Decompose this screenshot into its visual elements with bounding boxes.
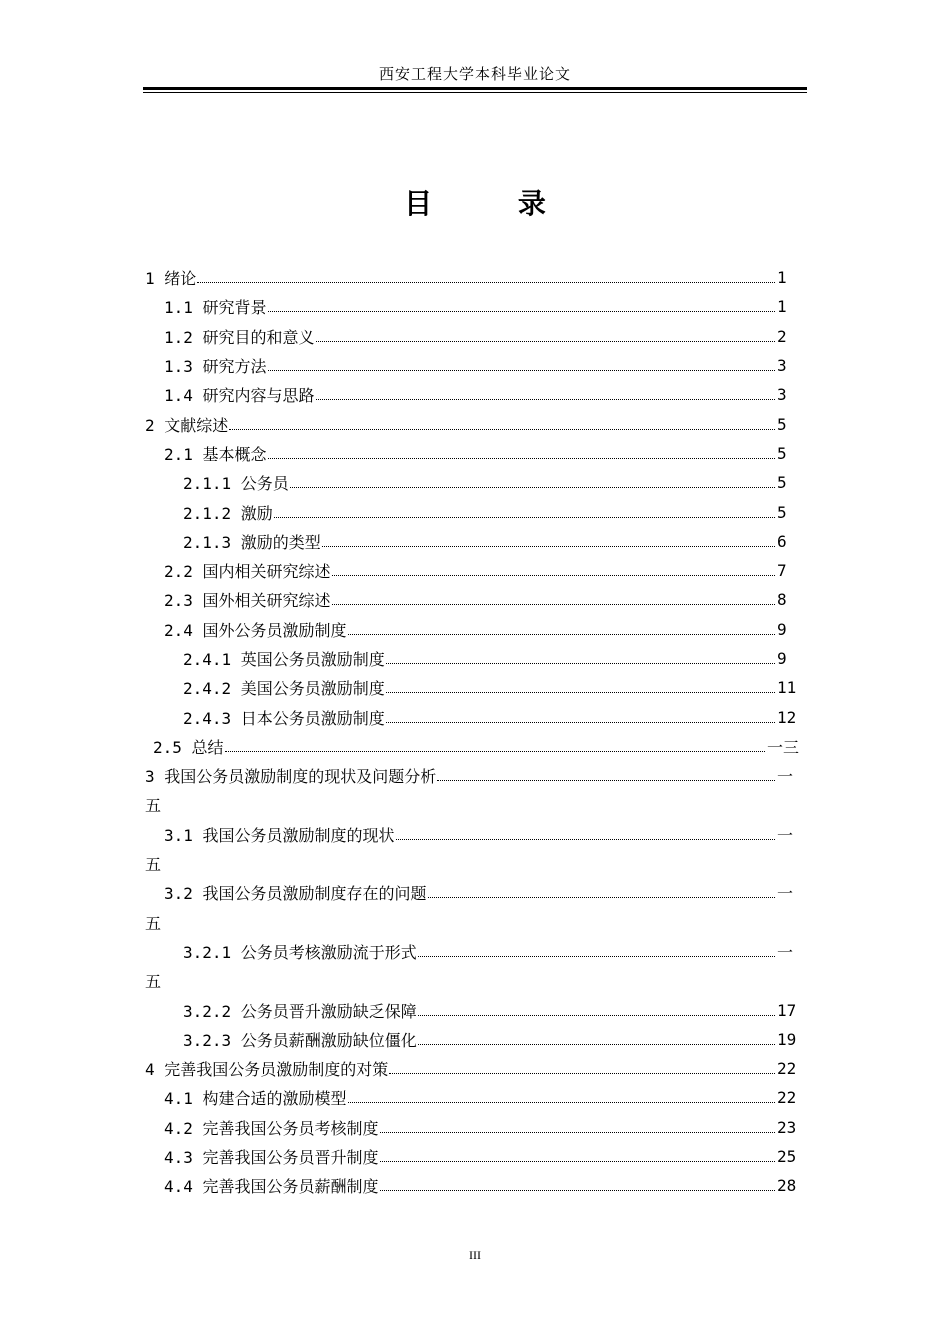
toc-page-number: 17 bbox=[777, 1000, 797, 1020]
toc-page-number: 12 bbox=[777, 707, 797, 727]
toc-page-number: 一 bbox=[777, 884, 794, 904]
toc-title: 目 录 bbox=[404, 187, 584, 220]
toc-leader-dots bbox=[389, 1073, 775, 1074]
toc-page-number: 7 bbox=[777, 561, 787, 581]
header-rule-thin bbox=[143, 92, 807, 93]
toc-page-number: 28 bbox=[777, 1176, 797, 1196]
toc-page-number-continued: 五 bbox=[145, 913, 162, 933]
toc-page-number: 2 bbox=[777, 326, 787, 346]
toc-entry-text: 1.3 研究方法 bbox=[164, 357, 267, 377]
toc-entry-text: 1.4 研究内容与思路 bbox=[164, 386, 315, 406]
toc-entry-text: 2.2 国内相关研究综述 bbox=[164, 562, 331, 582]
toc-page-number: 一 bbox=[777, 767, 794, 787]
toc-leader-dots bbox=[428, 897, 775, 898]
toc-entry-text: 1.1 研究背景 bbox=[164, 298, 267, 318]
toc-entry-text: 1.2 研究目的和意义 bbox=[164, 327, 315, 347]
toc-leader-dots bbox=[437, 780, 775, 781]
toc-entry[interactable] bbox=[145, 1083, 807, 1112]
toc-page-number: 6 bbox=[777, 531, 787, 551]
toc-entry[interactable] bbox=[145, 820, 807, 879]
toc-leader-dots bbox=[268, 370, 775, 371]
toc-entry-text: 2.4.3 日本公务员激励制度 bbox=[183, 708, 385, 728]
toc-page-number: 22 bbox=[777, 1088, 797, 1108]
toc-entry[interactable] bbox=[145, 644, 807, 673]
table-of-contents bbox=[145, 263, 807, 1201]
toc-entry[interactable] bbox=[145, 263, 807, 292]
toc-page-number: 22 bbox=[777, 1059, 797, 1079]
toc-entry[interactable] bbox=[145, 1054, 807, 1083]
toc-leader-dots bbox=[332, 604, 775, 605]
toc-leader-dots bbox=[386, 692, 775, 693]
toc-leader-dots bbox=[348, 1102, 775, 1103]
toc-page-number-continued: 五 bbox=[145, 972, 162, 992]
toc-entry-text: 3.1 我国公务员激励制度的现状 bbox=[164, 825, 395, 845]
toc-leader-dots bbox=[229, 429, 775, 430]
toc-page-number: 19 bbox=[777, 1029, 797, 1049]
toc-entry-text: 3.2.1 公务员考核激励流于形式 bbox=[183, 942, 417, 962]
toc-leader-dots bbox=[322, 546, 775, 547]
toc-page-number: 1 bbox=[777, 297, 787, 317]
toc-entry-text: 3 我国公务员激励制度的现状及问题分析 bbox=[145, 767, 437, 787]
toc-entry-text: 4.3 完善我国公务员晋升制度 bbox=[164, 1148, 379, 1168]
toc-page-number-continued: 五 bbox=[145, 855, 162, 875]
toc-page-number: 1 bbox=[777, 268, 787, 288]
toc-entry-text: 4.4 完善我国公务员薪酬制度 bbox=[164, 1177, 379, 1197]
toc-entry-text: 3.2 我国公务员激励制度存在的问题 bbox=[164, 884, 427, 904]
toc-entry[interactable] bbox=[145, 556, 807, 585]
toc-entry[interactable] bbox=[145, 937, 807, 996]
toc-leader-dots bbox=[316, 341, 775, 342]
toc-page-number: 一 bbox=[777, 942, 794, 962]
toc-entry[interactable] bbox=[145, 292, 807, 321]
toc-entry-text: 4 完善我国公务员激励制度的对策 bbox=[145, 1060, 389, 1080]
toc-entry[interactable] bbox=[145, 1171, 807, 1200]
toc-leader-dots bbox=[396, 839, 775, 840]
toc-leader-dots bbox=[316, 399, 775, 400]
toc-entry[interactable] bbox=[145, 761, 807, 820]
toc-entry-text: 2.1.2 激励 bbox=[183, 503, 273, 523]
toc-leader-dots bbox=[225, 751, 765, 752]
toc-leader-dots bbox=[380, 1161, 775, 1162]
toc-entry-text: 2.1.1 公务员 bbox=[183, 474, 289, 494]
toc-leader-dots bbox=[380, 1190, 775, 1191]
toc-entry-text: 4.2 完善我国公务员考核制度 bbox=[164, 1118, 379, 1138]
toc-page-number: 3 bbox=[777, 385, 787, 405]
toc-entry[interactable] bbox=[145, 322, 807, 351]
toc-entry[interactable] bbox=[145, 1142, 807, 1171]
toc-entry-text: 2.4.2 美国公务员激励制度 bbox=[183, 679, 385, 699]
toc-leader-dots bbox=[268, 311, 775, 312]
toc-entry[interactable] bbox=[145, 702, 807, 731]
toc-page-number: 9 bbox=[777, 619, 787, 639]
toc-entry-text: 2.5 总结 bbox=[153, 737, 224, 757]
toc-leader-dots bbox=[332, 575, 775, 576]
toc-page-number: 23 bbox=[777, 1117, 797, 1137]
toc-entry[interactable] bbox=[145, 585, 807, 614]
toc-entry-text: 4.1 构建合适的激励模型 bbox=[164, 1089, 347, 1109]
toc-entry[interactable] bbox=[145, 878, 807, 937]
toc-page-number: 9 bbox=[777, 649, 787, 668]
toc-page-number: 8 bbox=[777, 590, 787, 610]
toc-leader-dots bbox=[418, 1015, 775, 1016]
toc-entry-text: 2.3 国外相关研究综述 bbox=[164, 591, 331, 611]
toc-leader-dots bbox=[386, 663, 775, 664]
page-number: III bbox=[469, 1248, 481, 1262]
toc-leader-dots bbox=[274, 517, 775, 518]
toc-entry[interactable] bbox=[145, 439, 807, 468]
toc-leader-dots bbox=[380, 1132, 775, 1133]
page-header: 西安工程大学本科毕业论文 bbox=[378, 65, 571, 83]
toc-page-number: 5 bbox=[777, 443, 787, 463]
toc-entry-text: 2.4 国外公务员激励制度 bbox=[164, 620, 347, 640]
toc-entry[interactable] bbox=[145, 615, 807, 644]
toc-leader-dots bbox=[268, 458, 775, 459]
toc-leader-dots bbox=[418, 956, 775, 957]
toc-page-number: 5 bbox=[777, 473, 787, 493]
toc-entry-text: 1 绪论 bbox=[145, 269, 197, 289]
toc-leader-dots bbox=[197, 282, 775, 283]
toc-entry[interactable] bbox=[145, 673, 807, 702]
toc-entry[interactable] bbox=[145, 995, 807, 1024]
toc-entry[interactable] bbox=[145, 380, 807, 409]
toc-page-number: 一三 bbox=[767, 737, 800, 757]
toc-page-number: 25 bbox=[777, 1147, 797, 1167]
toc-entry-text: 3.2.3 公务员薪酬激励缺位僵化 bbox=[183, 1030, 417, 1050]
toc-entry[interactable] bbox=[145, 497, 807, 526]
toc-entry[interactable] bbox=[145, 409, 807, 438]
toc-page-number: 5 bbox=[777, 502, 787, 522]
toc-page-number: 11 bbox=[777, 678, 797, 698]
toc-entry-text: 2.1 基本概念 bbox=[164, 444, 267, 464]
toc-entry-text: 2.4.1 英国公务员激励制度 bbox=[183, 650, 385, 669]
toc-page-number: 5 bbox=[777, 414, 787, 434]
toc-leader-dots bbox=[418, 1044, 775, 1045]
toc-entry-text: 2.1.3 激励的类型 bbox=[183, 532, 321, 552]
toc-entry[interactable] bbox=[145, 468, 807, 497]
toc-leader-dots bbox=[290, 487, 775, 488]
toc-page-number-continued: 五 bbox=[145, 796, 162, 816]
toc-entry-text: 2 文献综述 bbox=[145, 415, 229, 435]
toc-leader-dots bbox=[348, 634, 775, 635]
toc-page-number: 一 bbox=[777, 825, 794, 845]
toc-entry-text: 3.2.2 公务员晋升激励缺乏保障 bbox=[183, 1001, 417, 1021]
header-rule bbox=[143, 87, 807, 90]
toc-entry[interactable] bbox=[145, 1113, 807, 1142]
toc-leader-dots bbox=[386, 722, 775, 723]
toc-entry[interactable] bbox=[145, 527, 807, 556]
toc-entry[interactable] bbox=[145, 732, 807, 761]
toc-page-number: 3 bbox=[777, 356, 787, 376]
toc-entry[interactable] bbox=[145, 1025, 807, 1054]
toc-entry[interactable] bbox=[145, 351, 807, 380]
